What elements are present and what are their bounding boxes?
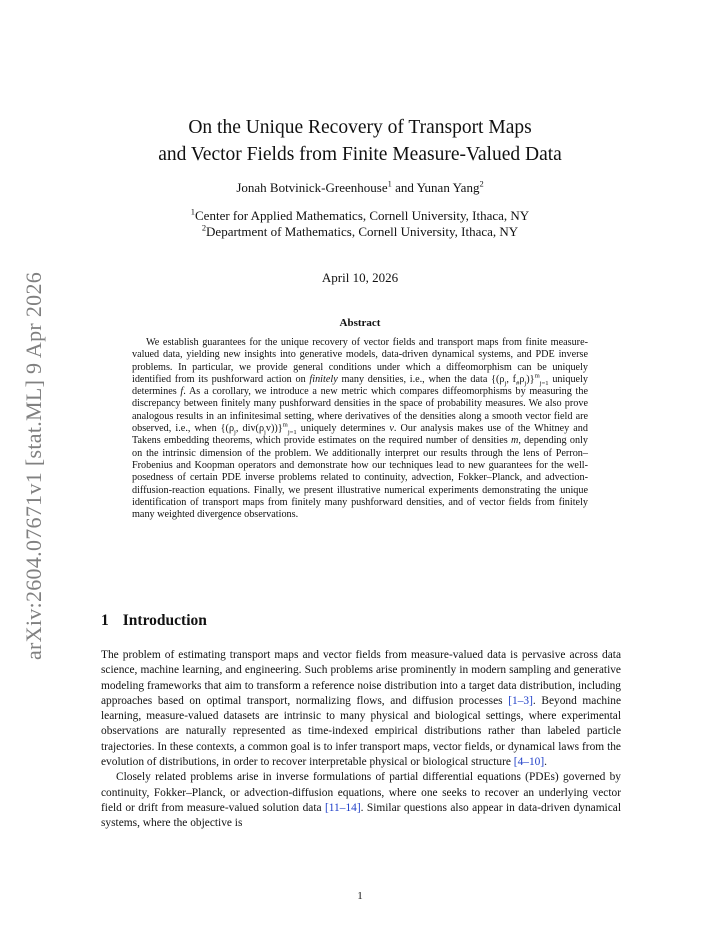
introduction-body	[101, 648, 621, 832]
title-line-2: and Vector Fields from Finite Measure-Valued Data	[158, 144, 562, 165]
affiliations	[100, 208, 620, 240]
title-line-1: On the Unique Recovery of Transport Maps	[188, 117, 532, 138]
intro-paragraph-2: Closely related problems arise in inverse formulations of partial differential equations (PDEs) governed by continuity, Fokker–Planck, or advection-diffusion equations, where one seeks to recover an underlying vector field or drift from measure-valued solution data [11–14]. Similar questions also appear in data-driven dynamical systems, where the objective is	[101, 771, 621, 830]
section-title: Introduction	[122, 612, 207, 629]
affiliation-1: $^1$Center for Applied Mathematics, Cornell University, Ithaca, NY	[190, 206, 530, 223]
author-2-affil-mark: 2	[479, 178, 484, 189]
paper-date: April 10, 2026	[321, 270, 399, 285]
intro-paragraph-1: The problem of estimating transport maps and vector fields from measure-valued data is pervasive across data science, machine learning, and engineering. Such problems arise prominently in modern sampling and generative modeling frameworks that aim to transform a reference noise distribution into a target data distribution, including approaches based on optimal transport, normalizing flows, and diffusion processes [1–3]. Beyond machine learning, measure-valued datasets are intrinsic to many physical and biological settings, where experimental observations are naturally represented as time-indexed empirical distributions rather than labeled particle trajectories. In these contexts, a common goal is to infer transport maps, vector fields, or dynamical laws from the evolution of distributions, in order to recover interpretable physical or biological structure [4–10].	[101, 649, 622, 769]
citation-link[interactable]: [1–3]	[508, 694, 533, 707]
abstract-body: We establish guarantees for the unique recovery of vector fields and transport maps from finite measure-valued data, yielding new insights into generative models, data-driven dynamical systems, and PDE inverse problems. In particular, we provide general conditions under which a diffeomorphism can be uniquely identified from its pushforward action on finitely many densities, i.e., when the data {($\rho_j$, $f_{\#}\rho_j)\}^m_{j=1}$ uniquely determines f. As a corollary, we introduce a new metric which compares diffeomorphisms by measuring the discrepancy between finitely many pushforward densities in the space of probability measures. We also prove analogous results in an infinitesimal setting, where derivatives of the densities along a smooth vector field are observed, i.e., when {($\rho_j$, $div(\rho_jv))\}^m_{j=1}$ uniquely determines v. Our analysis makes use of the Whitney and Takens embedding theorems, which provide estimates on the required number of densities m, depending only on the intrinsic dimension of the problem. We additionally interpret our results through the lens of Perron–Frobenius and Koopman operators and demonstrate how our techniques lead to new guarantees for the well-posedness of certain PDE inverse problems related to continuity, advection, Fokker–Planck, and advection-diffusion-reaction equations. Finally, we present illustrative numerical experiments demonstrating the unique identification of transport maps from finitely many pushforward densities, and of vector fields from finitely many weighted divergence observations.	[132, 337, 588, 521]
section-number: 1	[101, 612, 109, 629]
affiliation-2: $^2$Department of Mathematics, Cornell University, Ithaca, NY	[201, 222, 519, 239]
section-heading-introduction	[101, 612, 207, 630]
author-join: and	[391, 180, 417, 195]
author-1-affil-mark: 1	[387, 178, 392, 189]
emphasis-finitely: finitely	[309, 373, 338, 385]
citation-link[interactable]: [11–14]	[324, 801, 361, 814]
author-list	[100, 179, 620, 196]
abstract-heading: Abstract	[339, 317, 381, 329]
author-2: Yunan Yang	[416, 180, 480, 195]
citation-link[interactable]: [4–10]	[513, 756, 545, 769]
paper-title	[100, 114, 620, 168]
page-number: 1	[357, 890, 363, 902]
arxiv-identifier-text: arXiv:2604.07671v1 [stat.ML] 9 Apr 2026	[21, 271, 47, 661]
author-1: Jonah Botvinick-Greenhouse	[236, 180, 388, 195]
arxiv-identifier-stamp	[20, 256, 48, 676]
